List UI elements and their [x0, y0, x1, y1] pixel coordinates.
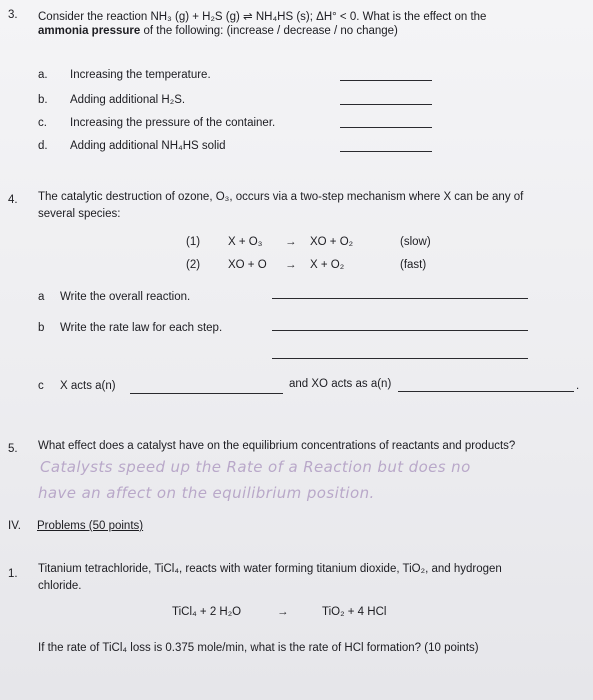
q4-c-answer-line-2 [398, 391, 574, 392]
q4-step2-left: XO + O [228, 259, 267, 271]
q3-item-a-label: a. [38, 69, 48, 81]
q4-number: 4. [8, 194, 18, 206]
q3-item-a-answer-line [340, 80, 432, 81]
q3-item-d-text: Adding additional NH₄HS solid [70, 140, 226, 152]
q4-stem-line2: several species: [38, 208, 121, 220]
q3-stem-rest: of the following: (increase / decrease / no change) [140, 25, 398, 37]
q3-item-b-text: Adding additional H₂S. [70, 94, 186, 106]
q4-step2-rate: (fast) [400, 259, 427, 271]
q4-step2-right: X + O₂ [310, 259, 345, 271]
q3-item-b-label: b. [38, 94, 48, 106]
q4-b-label: b [38, 322, 45, 334]
q4-step1-number: (1) [186, 236, 201, 248]
p1-line1: Titanium tetrachloride, TiCl₄, reacts with water forming titanium dioxide, TiO₂, and hydrogen [38, 563, 502, 575]
q4-step1-arrow: → [285, 236, 297, 248]
p1-number: 1. [8, 568, 18, 580]
q4-a-label: a [38, 291, 45, 303]
q3-item-d-label: d. [38, 140, 48, 152]
q4-c-label: c [38, 380, 44, 392]
q4-b-answer-line-1 [272, 330, 528, 331]
q3-number: 3. [8, 9, 18, 21]
q4-c-answer-line-1 [130, 393, 283, 394]
q4-c-end: . [576, 380, 580, 392]
q4-stem-line1: The catalytic destruction of ozone, O₃, occurs via a two-step mechanism where X can be any of [38, 191, 524, 203]
q4-step1-left: X + O₃ [228, 236, 263, 248]
q4-a-answer-line [272, 298, 528, 299]
q4-step2-number: (2) [186, 259, 201, 271]
q5-handwritten-answer-line2: have an affect on the equilibrium position. [38, 484, 375, 502]
p1-equation-right: TiO₂ + 4 HCl [322, 606, 387, 618]
q3-item-d-answer-line [340, 151, 432, 152]
q3-item-b-answer-line [340, 104, 432, 105]
section-number: IV. [8, 520, 22, 532]
q3-item-c-text: Increasing the pressure of the container. [70, 117, 276, 129]
q4-step1-rate: (slow) [400, 236, 431, 248]
q5-text: What effect does a catalyst have on the equilibrium concentrations of reactants and products? [38, 440, 516, 452]
p1-equation-arrow: → [277, 606, 289, 618]
q4-b-text: Write the rate law for each step. [60, 322, 223, 334]
q3-item-c-answer-line [340, 127, 432, 128]
q3-item-a-text: Increasing the temperature. [70, 69, 211, 81]
p1-equation-left: TiCl₄ + 2 H₂O [172, 606, 242, 618]
q4-c-text1: X acts a(n) [60, 380, 116, 392]
q4-step1-right: XO + O₂ [310, 236, 354, 248]
q4-a-text: Write the overall reaction. [60, 291, 191, 303]
q3-stem-line1: Consider the reaction NH₃ (g) + H₂S (g) ⇌ NH₄HS (s); ΔH° < 0. What is the effect on the [38, 11, 487, 23]
q3-item-c-label: c. [38, 117, 47, 129]
q5-handwritten-answer-line1: Catalysts speed up the Rate of a Reaction but does no [40, 458, 471, 476]
q5-number: 5. [8, 443, 18, 455]
q4-b-answer-line-2 [272, 358, 528, 359]
p1-question: If the rate of TiCl₄ loss is 0.375 mole/min, what is the rate of HCl formation? (10 points) [38, 642, 479, 654]
q4-step2-arrow: → [285, 259, 297, 271]
q3-stem-line2 [38, 25, 398, 37]
section-title: Problems (50 points) [37, 520, 144, 532]
q3-stem-bold: ammonia pressure [38, 25, 141, 37]
p1-line2: chloride. [38, 580, 82, 592]
q4-c-text2: and XO acts as a(n) [289, 378, 392, 390]
